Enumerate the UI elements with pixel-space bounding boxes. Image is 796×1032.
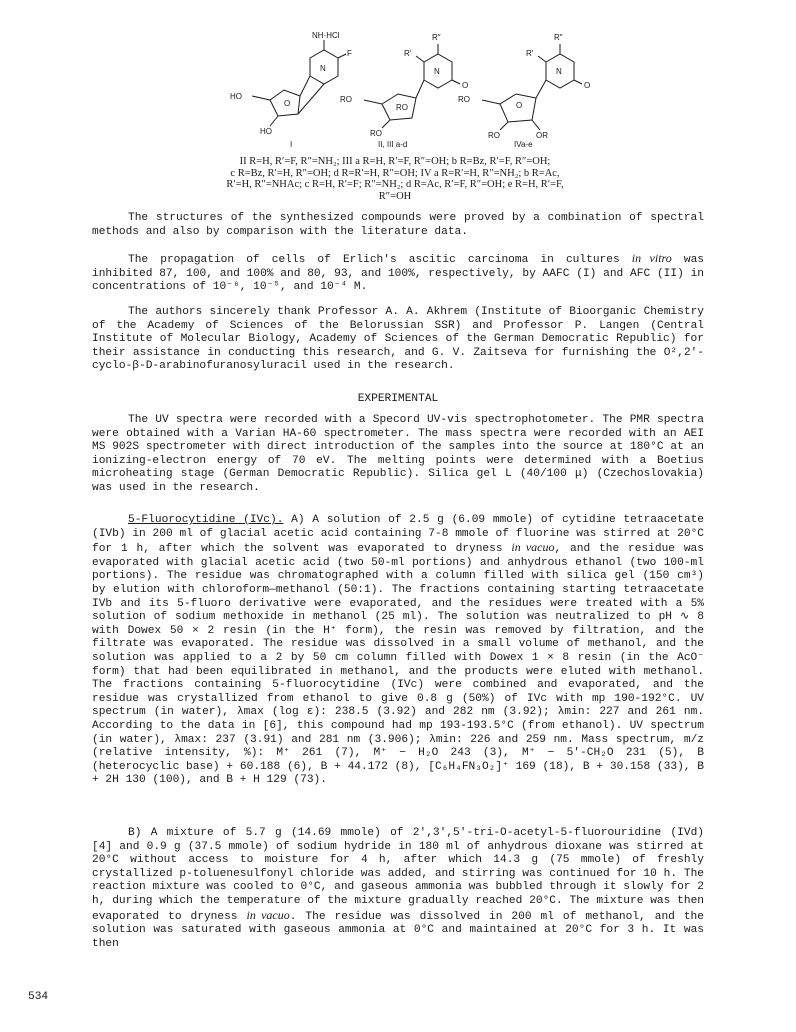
label-ro-ii-5prime: RO [340,95,352,104]
italic-text: in vitro [631,251,672,265]
text-run: , and the residue was evaporated with glacial acetic acid (two 50-ml portions) and anhydrous ethanol (two 100-ml portions). The residue was chromatographed with a column filled with silica gel (150 cm³) by elution with chloroform—methanol (50:1). The fractions containing starting tetraacetate IVb and its 5-fluoro derivative were evaporated, and the residues were treated with a 5% solution of sodium methoxide in methanol (25 ml). The solution was neutralized to pH ∿ 8 with Dowex 50 × 2 resin (in the H⁺ form), the resin was removed by filtration, and the filtrate was evaporated. The residue was dissolved in a small volume of methanol, and the solution was applied to a 2 by 50 cm column filled with Dowex 1 × 8 resin (in the AcO⁻ form) that had been equilibrated in methanol, and the products were eluted with methanol. The fractions containing 5-fluorocytidine (IVc) were combined and evaporated, and the residue was crystallized from ethanol to give 0.8 g (50%) of IVc with mp 190-192°C. UV spectrum (in water), λmax (log ε): 238.5 (3.92) and 282 nm (3.92); λmin: 227 and 261 nm. According to the data in [6], this compound had mp 193-193.5°C (from ethanol). UV spectrum (in water), λmax: 237 (3.91) and 281 nm (3.906); λmin: 226 and 259 nm. Mass spectrum, m/z (relative intensity, %): M⁺ 261 (7), M⁺ − H₂O 243 (3), M⁺ − 5′-CH₂O 231 (5), B (heterocyclic base) + 60.188 (6), B + 44.172 (8), [C₆H₄FN₃O₂]⁺ 169 (18), B + 30.158 (33), B + 2H 130 (100), and B + H 129 (73). [92,543,704,787]
label-ro-iv-5prime: RO [458,95,470,104]
legend-line: R′=H, R″=NHAc; c R=H, R′=F; R″=NH₂; d R=Ac, R′=F, R″=OH; e R=H, R′=F, [226,179,564,190]
page-number: 534 [28,991,49,1003]
paragraph-fluorocytidine-b [92,827,704,951]
label-ro-ii-3prime: RO [370,129,382,138]
label-rdprime-ii: R″ [432,33,441,42]
compound-title: 5-Fluorocytidine (IVc). [128,514,284,526]
compound-label-iv: IVa-e [514,140,533,149]
label-rprime-ii: R′ [404,49,412,58]
paragraph-fluorocytidine-a [92,514,704,788]
label-o-ii: O [462,81,469,90]
paragraph-propagation [92,252,704,295]
legend-line: II R=H, R′=F, R″=NH₂; III a R=H, R′=F, R″=OH; b R=Bz, R′=F, R″=OH; [239,156,551,167]
label-n-ii: N [434,67,440,76]
label-or-iv-2prime: OR [536,131,548,140]
section-heading-experimental: EXPERIMENTAL [357,393,439,405]
paragraph-instruments: The UV spectra were recorded with a Specord UV-vis spectrophotometer. The PMR spectra were obtained with a Varian HA-60 spectrometer. The mass spectra were recorded with an AEI MS 902S spectrometer with direct introduction of the samples into the source at 180°C at an ionizing-electron energy of 70 eV. The melting points were determined with a Boetius microheating stage (German Democratic Republic). Silica gel L (40/100 μ) (Czechoslovakia) was used in the research. [92,414,704,494]
chemical-structures-figure [200,28,610,150]
text-run: . The residue was dissolved in 200 ml of methanol, and the solution was saturated with gaseous ammonia at 0°C and maintained at 20°C for 3 h. It was then [92,910,704,950]
italic-text: in vacuo [511,540,555,555]
label-f: F [347,49,352,58]
structures-svg [200,28,610,150]
compound-legend [180,156,610,202]
label-o-iv-ring: O [516,101,523,110]
legend-line: R″=OH [378,190,412,202]
text-run: A) A solution of 2.5 g (6.09 mmole) of cytidine tetraacetate (IVb) in 200 ml of glacial acetic acid containing 7-8 mmole of fluorine was stirred at 20°C for 1 h, after which the solvent was evaporated to dryness [92,514,704,556]
label-o-i: O [284,99,291,108]
label-o-iv: O [584,81,591,90]
italic-text: in vacuo [246,907,290,922]
compound-label-i: I [290,140,293,149]
text-run: The propagation of cells of Erlich's ascitic carcinoma in cultures [128,254,632,266]
label-ro-ii-ring: RO [396,103,408,112]
paragraph-structures: The structures of the synthesized compounds were proved by a combination of spectral methods and also by comparison with the literature data. [92,212,704,238]
paragraph-acknowledgment: The authors sincerely thank Professor A. A. Akhrem (Institute of Bioorganic Chemistry of the Academy of Sciences of the Belorussian SSR) and Professor P. Langen (Central Institute of Molecular Biology, Academy of Sciences of the German Democratic Republic) for their assistance in conducting this research, and G. V. Zaitseva for furnishing the O²,2′-cyclo-β-D-arabinofuranosyluracil used in the research. [92,306,704,373]
label-rprime-iv: R′ [526,49,534,58]
compound-label-ii-iii: II, III a-d [378,140,408,149]
label-n-i: N [320,64,326,73]
label-ho-i-5prime: HO [230,92,242,101]
label-ho-i-3prime: HO [260,127,272,136]
text-run: B) A mixture of 5.7 g (14.69 mmole) of 2′,3′,5′-tri-O-acetyl-5-fluorouridine (IVd) [4] and 0.9 g (37.5 mmole) of sodium hydride in 180 ml of anhydrous dioxane was stirred at 20°C without access to moisture for 4 h, after which 14.3 g (75 mmole) of freshly crystallized p-toluenesulfonyl chloride was added, and stirring was continued for 10 h. The reaction mixture was cooled to 0°C, and gaseous ammonia was bubbled through it slowly for 2 h, during which the temperature of the mixture gradually reached 20°C. The mixture was then evaporated to dryness [92,827,704,923]
text-run: was inhibited 87, 100, and 100% and 80, 93, and 100%, respectively, by AAFC (I) and AFC (II) in concentrations of 10⁻⁶, 10⁻⁵, and 10⁻⁴ M. [92,254,705,294]
label-n-iv: N [556,67,562,76]
label-rdprime-iv: R″ [554,33,563,42]
label-ro-iv-3prime: RO [488,131,500,140]
legend-line: c R=Bz, R′=H, R″=OH; d R=R′=H, R″=OH; IV a R=R′=H, R″=NH₂; b R=Ac, [230,167,560,179]
label-nh-hcl: NH·HCl [312,31,340,40]
